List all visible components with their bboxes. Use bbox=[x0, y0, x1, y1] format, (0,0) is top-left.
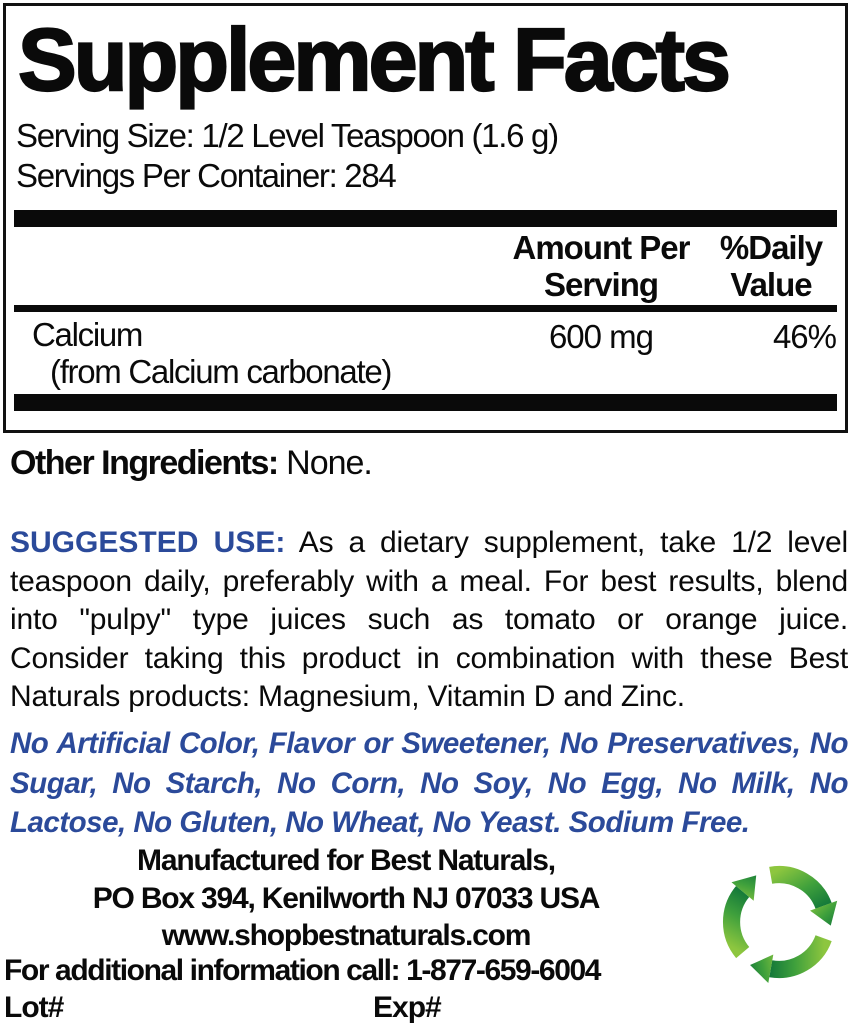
divider-rule-header bbox=[14, 305, 837, 312]
recycle-icon bbox=[708, 856, 850, 988]
panel-title: Supplement Facts bbox=[18, 10, 728, 109]
phone-info-line: For additional information call: 1-877-659-6004 bbox=[4, 954, 601, 987]
divider-bar-top bbox=[14, 210, 837, 227]
nutrient-name: Calcium bbox=[32, 316, 143, 353]
daily-value-header: %Daily Value bbox=[719, 229, 823, 303]
suggested-use-label: SUGGESTED USE: bbox=[10, 526, 286, 559]
exp-label: Exp# bbox=[373, 991, 441, 1024]
manufacturer-line: Manufactured for Best Naturals, bbox=[137, 844, 555, 877]
amount-per-serving-header: Amount Per Serving bbox=[512, 229, 690, 303]
free-of-claims: No Artificial Color, Flavor or Sweetener, No Preservatives, No Sugar, No Starch, No Corn, No Soy, No Egg, No Milk, No Lactose, No Gluten, No Wheat, No Yeast. Sodium Free. bbox=[10, 727, 848, 839]
other-ingredients-label: Other Ingredients: bbox=[10, 444, 278, 482]
nutrient-source: (from Calcium carbonate) bbox=[50, 353, 392, 390]
other-ingredients-value: None. bbox=[277, 444, 372, 482]
other-ingredients bbox=[10, 444, 372, 483]
divider-bar-bottom bbox=[14, 394, 837, 411]
manufacturer-block bbox=[0, 842, 692, 955]
lot-label: Lot# bbox=[4, 991, 64, 1024]
manufacturer-website: www.shopbestnaturals.com bbox=[161, 919, 531, 952]
supplement-facts-panel bbox=[3, 3, 848, 433]
servings-per-container: Servings Per Container: 284 bbox=[16, 157, 396, 194]
manufacturer-address: PO Box 394, Kenilworth NJ 07033 USA bbox=[92, 881, 600, 915]
serving-size: Serving Size: 1/2 Level Teaspoon (1.6 g) bbox=[16, 117, 558, 154]
nutrient-amount: 600 mg bbox=[548, 318, 654, 355]
serving-info bbox=[16, 116, 558, 196]
suggested-use bbox=[10, 524, 848, 717]
nutrient-daily-value: 46% bbox=[772, 318, 836, 355]
suggested-use-text: As a dietary supplement, take 1/2 level teaspoon daily, preferably with a meal. For best results, blend into "pulpy" type juices such as tomato or orange juice. Consider taking this product in combination with these Best Naturals products: Magnesium, Vitamin D and Zinc. bbox=[10, 526, 849, 713]
